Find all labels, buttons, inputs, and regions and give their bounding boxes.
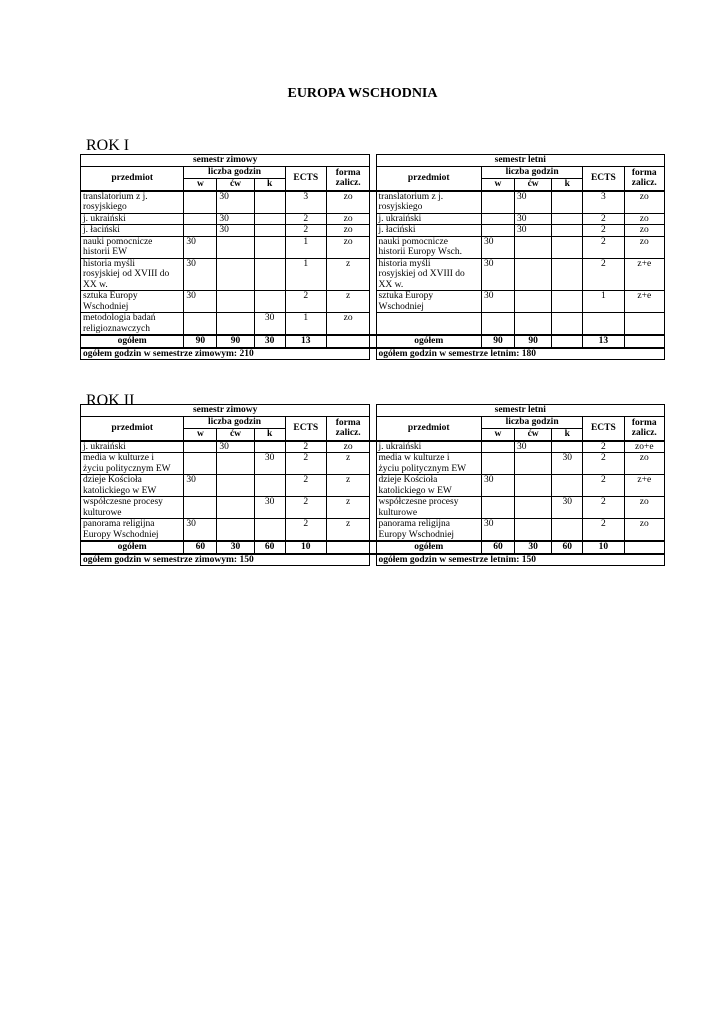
ects-value: 2 <box>583 258 624 291</box>
subject-name-line: historia myśli <box>378 258 431 269</box>
subject-name <box>81 519 184 542</box>
hours-cw: 30 <box>217 441 254 453</box>
subject-name <box>81 453 184 475</box>
column-header-cw: ćw <box>217 179 254 191</box>
subject-name <box>81 441 184 453</box>
forma-value: z <box>326 453 369 475</box>
subject-name-line: katolickiego w EW <box>378 485 452 496</box>
column-header-ects: ECTS <box>285 417 326 441</box>
subject-name-line: nauki pomocnicze <box>83 236 153 247</box>
ects-value: 2 <box>583 519 624 542</box>
total-w: 90 <box>184 335 217 348</box>
forma-value: zo <box>624 213 664 225</box>
subject-name-line: rosyjskiej od XVIII do <box>378 269 465 279</box>
zalicz-label: zalicz. <box>631 178 657 189</box>
column-header-k: k <box>254 179 285 191</box>
column-header-cw: ćw <box>515 179 552 191</box>
hours-cw <box>515 236 552 258</box>
hours-k <box>254 291 285 313</box>
forma-value: z+e <box>624 291 664 313</box>
subject-name-line: XX w. <box>378 279 404 290</box>
total-cw: 90 <box>515 335 552 348</box>
year-table <box>80 154 665 360</box>
forma-value: zo <box>326 191 369 214</box>
forma-value <box>624 313 664 336</box>
subject-name-line: historii EW <box>83 247 128 257</box>
column-header-k: k <box>254 429 285 441</box>
column-header-ects: ECTS <box>285 167 326 191</box>
ects-value: 1 <box>285 313 326 336</box>
hours-k <box>254 519 285 542</box>
subject-name <box>376 213 481 225</box>
subject-name-line: rosyjskiej od XVIII do <box>83 269 170 279</box>
hours-cw <box>515 291 552 313</box>
hours-w <box>481 191 514 214</box>
totals-row <box>81 335 665 348</box>
hours-k <box>552 519 583 542</box>
forma-value: z+e <box>624 258 664 291</box>
hours-k: 30 <box>254 313 285 336</box>
hours-k <box>254 191 285 214</box>
table-row <box>81 441 665 453</box>
semester-hours-summary: ogółem godzin w semestrze zimowym: 210 <box>81 348 370 360</box>
hours-k <box>254 475 285 497</box>
hours-cw <box>515 497 552 519</box>
subject-name <box>81 191 184 214</box>
semester-header-winter: semestr zimowy <box>81 155 370 167</box>
ects-value: 1 <box>285 236 326 258</box>
total-w: 60 <box>481 541 514 554</box>
forma-value: zo+e <box>624 441 664 453</box>
total-k: 60 <box>552 541 583 554</box>
column-header-forma <box>624 167 664 191</box>
column-header-przedmiot: przedmiot <box>81 167 184 191</box>
hours-w <box>481 225 514 237</box>
column-header-k: k <box>552 429 583 441</box>
hours-cw <box>217 236 254 258</box>
hours-cw <box>515 519 552 542</box>
total-label: ogółem <box>376 541 481 554</box>
hours-w <box>481 213 514 225</box>
hours-w: 30 <box>481 236 514 258</box>
total-k: 30 <box>254 335 285 348</box>
hours-cw <box>217 519 254 542</box>
hours-w <box>481 497 514 519</box>
hours-cw <box>217 475 254 497</box>
hours-w <box>184 441 217 453</box>
subject-name-line: sztuka Europy <box>83 291 138 301</box>
forma-label: forma <box>335 167 361 178</box>
subject-name <box>376 225 481 237</box>
forma-value: zo <box>624 519 664 542</box>
subject-name-line: Wschodniej <box>83 301 129 312</box>
column-header-przedmiot: przedmiot <box>376 167 481 191</box>
column-header-ects: ECTS <box>583 167 624 191</box>
ects-value <box>583 313 624 336</box>
hours-w <box>184 225 217 237</box>
table-row <box>81 213 665 225</box>
column-header-liczba-godzin: liczba godzin <box>184 417 285 429</box>
ects-value: 2 <box>285 497 326 519</box>
subject-name-line: kulturowe <box>378 507 418 518</box>
column-header-w: w <box>184 429 217 441</box>
forma-label: forma <box>335 417 361 428</box>
subject-name-line: j. ukraiński <box>83 213 126 224</box>
forma-value: z <box>326 258 369 291</box>
total-ects: 10 <box>285 541 326 554</box>
year-label: ROK I <box>86 137 130 154</box>
ects-value: 2 <box>285 441 326 453</box>
subject-name <box>376 497 481 519</box>
total-cw: 30 <box>515 541 552 554</box>
subject-name-line: dzieje Kościoła <box>83 475 142 485</box>
subject-name <box>376 313 481 336</box>
subject-name-line: współczesne procesy <box>378 497 459 507</box>
subject-name <box>81 313 184 336</box>
semester-hours-summary: ogółem godzin w semestrze letnim: 150 <box>376 554 664 566</box>
year-label: ROK II <box>86 392 135 409</box>
subject-name <box>376 519 481 542</box>
forma-value: zo <box>326 441 369 453</box>
subject-name-line: media w kulturze i <box>83 453 154 463</box>
hours-k <box>552 191 583 214</box>
forma-value: z <box>326 291 369 313</box>
total-k <box>552 335 583 348</box>
table-row <box>81 313 665 336</box>
forma-value: zo <box>624 236 664 258</box>
subject-name <box>376 191 481 214</box>
totals-row <box>81 541 665 554</box>
column-header-cw: ćw <box>515 429 552 441</box>
column-header-w: w <box>481 179 514 191</box>
ects-value: 3 <box>583 191 624 214</box>
ects-value: 2 <box>583 453 624 475</box>
hours-w <box>184 313 217 336</box>
semester-hours-summary: ogółem godzin w semestrze zimowym: 150 <box>81 554 370 566</box>
hours-w: 30 <box>184 519 217 542</box>
document-title: EUROPA WSCHODNIA <box>287 86 438 101</box>
column-header-w: w <box>184 179 217 191</box>
hours-k: 30 <box>254 453 285 475</box>
ects-value: 2 <box>285 291 326 313</box>
hours-cw <box>515 453 552 475</box>
hours-k <box>552 313 583 336</box>
subject-name-line: XX w. <box>83 279 108 290</box>
ects-value: 3 <box>285 191 326 214</box>
ects-value: 1 <box>583 291 624 313</box>
subject-name <box>81 236 184 258</box>
subject-name-line: historii Europy Wsch. <box>378 247 462 257</box>
total-cw: 30 <box>217 541 254 554</box>
hours-k: 30 <box>552 497 583 519</box>
subject-name-line: Europy Wschodniej <box>83 529 159 540</box>
subject-name-line: religioznawczych <box>83 323 150 334</box>
table-row <box>81 291 665 313</box>
semester-header-summer: semestr letni <box>376 405 664 417</box>
column-header-liczba-godzin: liczba godzin <box>481 167 582 179</box>
hours-w: 30 <box>184 291 217 313</box>
table-row <box>81 258 665 291</box>
hours-w: 30 <box>184 258 217 291</box>
forma-value: zo <box>624 453 664 475</box>
table-row <box>81 225 665 237</box>
subject-name-line: media w kulturze i <box>378 453 450 463</box>
column-header-k: k <box>552 179 583 191</box>
ects-value: 1 <box>285 258 326 291</box>
subject-name <box>376 291 481 313</box>
hours-w: 30 <box>481 519 514 542</box>
table-row <box>81 236 665 258</box>
column-header-forma <box>326 417 369 441</box>
hours-k <box>552 475 583 497</box>
forma-value: zo <box>326 225 369 237</box>
subject-name <box>376 441 481 453</box>
subject-name-line: panorama religijna <box>83 519 155 529</box>
hours-cw: 30 <box>515 441 552 453</box>
total-w: 60 <box>184 541 217 554</box>
total-label: ogółem <box>81 335 184 348</box>
hours-k <box>254 258 285 291</box>
hours-cw: 30 <box>217 213 254 225</box>
subject-name <box>81 497 184 519</box>
hours-k <box>552 236 583 258</box>
subject-name-line: j. ukraiński <box>378 213 422 224</box>
total-forma <box>326 541 369 554</box>
subject-name-line: j. łaciński <box>378 225 416 235</box>
subject-name-line: historia myśli <box>83 258 135 269</box>
forma-value: zo <box>624 191 664 214</box>
semester-hours-summary: ogółem godzin w semestrze letnim: 180 <box>376 348 664 360</box>
subject-name-line: j. ukraiński <box>83 441 126 452</box>
hours-k <box>552 213 583 225</box>
zalicz-label: zalicz. <box>335 428 361 439</box>
subject-name-line: translatorium z j. <box>378 191 444 202</box>
ects-value: 2 <box>285 475 326 497</box>
hours-cw <box>217 313 254 336</box>
hours-w: 30 <box>481 258 514 291</box>
total-forma <box>624 335 664 348</box>
hours-cw <box>217 453 254 475</box>
ects-value: 2 <box>583 236 624 258</box>
hours-cw <box>515 475 552 497</box>
total-label: ogółem <box>376 335 481 348</box>
zalicz-label: zalicz. <box>335 178 361 189</box>
hours-w <box>481 453 514 475</box>
zalicz-label: zalicz. <box>631 428 657 439</box>
table-row <box>81 453 665 475</box>
hours-k <box>254 225 285 237</box>
forma-value: zo <box>624 497 664 519</box>
forma-value: z+e <box>624 475 664 497</box>
forma-value: z <box>326 475 369 497</box>
ects-value: 2 <box>285 225 326 237</box>
ects-value: 2 <box>583 475 624 497</box>
subject-name <box>81 475 184 497</box>
subject-name <box>376 236 481 258</box>
subject-name-line: rosyjskiego <box>83 202 127 212</box>
hours-cw: 30 <box>515 225 552 237</box>
hours-cw: 30 <box>515 191 552 214</box>
forma-label: forma <box>631 417 657 428</box>
subject-name-line: katolickiego w EW <box>83 485 157 496</box>
semester-header-winter: semestr zimowy <box>81 405 370 417</box>
subject-name-line: panorama religijna <box>378 519 451 529</box>
hours-cw: 30 <box>515 213 552 225</box>
ects-value: 2 <box>583 225 624 237</box>
hours-k <box>552 291 583 313</box>
column-header-liczba-godzin: liczba godzin <box>184 167 285 179</box>
semester-header-summer: semestr letni <box>376 155 664 167</box>
subject-name <box>376 453 481 475</box>
ects-value: 2 <box>583 441 624 453</box>
column-header-przedmiot: przedmiot <box>376 417 481 441</box>
hours-cw <box>515 258 552 291</box>
ects-value: 2 <box>285 213 326 225</box>
ects-value: 2 <box>583 497 624 519</box>
hours-k <box>552 258 583 291</box>
total-label: ogółem <box>81 541 184 554</box>
subject-name-line: dzieje Kościoła <box>378 475 438 485</box>
hours-w: 30 <box>184 236 217 258</box>
column-header-forma <box>326 167 369 191</box>
hours-w <box>481 441 514 453</box>
subject-name-line: Wschodniej <box>378 301 424 312</box>
total-k: 60 <box>254 541 285 554</box>
column-header-przedmiot: przedmiot <box>81 417 184 441</box>
ects-value: 2 <box>285 453 326 475</box>
subject-name-line: sztuka Europy <box>378 291 434 301</box>
hours-w <box>184 191 217 214</box>
hours-cw <box>217 258 254 291</box>
column-header-ects: ECTS <box>583 417 624 441</box>
subject-name-line: j. łaciński <box>83 225 120 235</box>
subject-name-line: rosyjskiego <box>378 202 423 212</box>
subject-name-line: j. ukraiński <box>378 441 422 452</box>
hours-k: 30 <box>552 453 583 475</box>
column-header-liczba-godzin: liczba godzin <box>481 417 582 429</box>
hours-w: 30 <box>184 475 217 497</box>
hours-w <box>184 497 217 519</box>
total-ects: 13 <box>285 335 326 348</box>
forma-value: zo <box>326 313 369 336</box>
column-header-forma <box>624 417 664 441</box>
hours-w <box>481 313 514 336</box>
hours-cw: 30 <box>217 225 254 237</box>
subject-name-line: Europy Wschodniej <box>378 529 455 540</box>
year-table <box>80 404 665 566</box>
hours-w: 30 <box>481 291 514 313</box>
hours-k: 30 <box>254 497 285 519</box>
subject-name <box>376 258 481 291</box>
total-ects: 13 <box>583 335 624 348</box>
subject-name-line: współczesne procesy <box>83 497 163 507</box>
table-row <box>81 475 665 497</box>
hours-k <box>552 441 583 453</box>
subject-name <box>376 475 481 497</box>
forma-label: forma <box>631 167 657 178</box>
total-ects: 10 <box>583 541 624 554</box>
forma-value: zo <box>326 236 369 258</box>
hours-cw <box>217 291 254 313</box>
forma-value: z <box>326 519 369 542</box>
hours-k <box>552 225 583 237</box>
hours-cw <box>515 313 552 336</box>
hours-w: 30 <box>481 475 514 497</box>
hours-w <box>184 453 217 475</box>
hours-w <box>184 213 217 225</box>
ects-value: 2 <box>285 519 326 542</box>
total-cw: 90 <box>217 335 254 348</box>
forma-value: zo <box>624 225 664 237</box>
total-forma <box>326 335 369 348</box>
hours-cw <box>217 497 254 519</box>
subject-name <box>81 258 184 291</box>
table-row <box>81 191 665 214</box>
subject-name <box>81 213 184 225</box>
column-header-w: w <box>481 429 514 441</box>
ects-value: 2 <box>583 213 624 225</box>
total-forma <box>624 541 664 554</box>
hours-k <box>254 236 285 258</box>
forma-value: zo <box>326 213 369 225</box>
subject-name-line: kulturowe <box>83 507 122 518</box>
subject-name <box>81 291 184 313</box>
subject-name-line: nauki pomocnicze <box>378 236 448 247</box>
subject-name-line: metodologia badań <box>83 313 156 323</box>
hours-cw: 30 <box>217 191 254 214</box>
column-header-cw: ćw <box>217 429 254 441</box>
table-row <box>81 497 665 519</box>
forma-value: z <box>326 497 369 519</box>
subject-name-line: życiu politycznym EW <box>378 463 467 474</box>
total-w: 90 <box>481 335 514 348</box>
subject-name <box>81 225 184 237</box>
hours-k <box>254 441 285 453</box>
subject-name-line: życiu politycznym EW <box>83 463 171 474</box>
table-row <box>81 519 665 542</box>
hours-k <box>254 213 285 225</box>
subject-name-line: translatorium z j. <box>83 191 148 202</box>
